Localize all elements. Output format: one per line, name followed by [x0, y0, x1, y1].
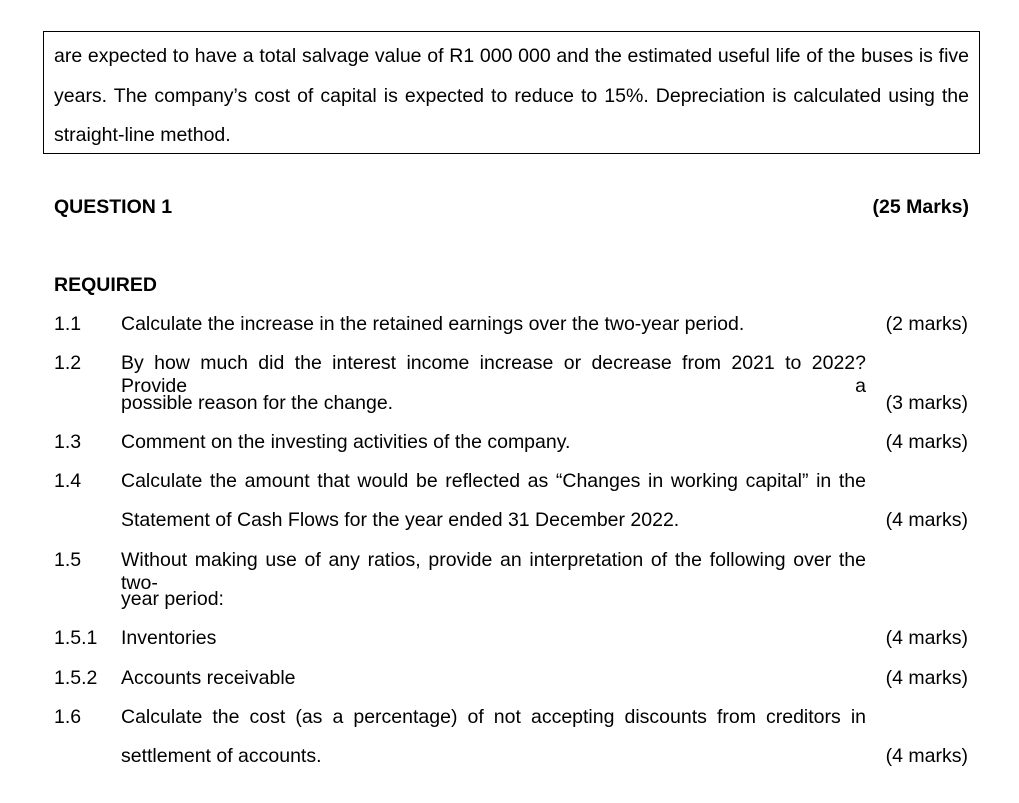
item-text: Calculate the increase in the retained earnings over the two-year period. — [121, 313, 745, 335]
item-number: 1.2 — [54, 352, 82, 374]
item-text: Inventories — [121, 627, 217, 649]
context-box — [43, 31, 980, 154]
item-text: Statement of Cash Flows for the year ended 31 December 2022. — [121, 509, 680, 531]
item-text: By how much did the interest income increase or decrease from 2021 to 2022? Provide a — [121, 352, 866, 397]
item-marks: (4 marks) — [885, 627, 968, 649]
item-marks: (4 marks) — [885, 745, 968, 767]
item-number: 1.5 — [54, 549, 82, 571]
required-heading: REQUIRED — [54, 274, 157, 296]
item-text: settlement of accounts. — [121, 745, 322, 767]
item-text: Calculate the cost (as a percentage) of not accepting discounts from creditors in — [121, 706, 866, 728]
item-marks: (4 marks) — [885, 509, 968, 531]
item-text: Accounts receivable — [121, 667, 296, 689]
item-marks: (3 marks) — [885, 392, 968, 414]
context-text: are expected to have a total salvage value of R1 000 000 and the estimated useful life of the buses is five years. The company’s cost of capital is expected to reduce to 15%. Depreciation is calculated using the straight-line method. — [54, 45, 969, 146]
item-number: 1.4 — [54, 470, 82, 492]
item-text: year period: — [121, 588, 224, 610]
item-marks: (2 marks) — [885, 313, 968, 335]
item-marks: (4 marks) — [885, 431, 968, 453]
item-number: 1.5.2 — [54, 667, 98, 689]
item-text: Comment on the investing activities of the company. — [121, 431, 571, 453]
question-title: QUESTION 1 — [54, 196, 173, 218]
item-text: Without making use of any ratios, provide an interpretation of the following over the two- — [121, 549, 866, 594]
item-number: 1.1 — [54, 313, 82, 335]
item-number: 1.6 — [54, 706, 82, 728]
question-total-marks: (25 Marks) — [872, 196, 969, 218]
item-marks: (4 marks) — [885, 667, 968, 689]
item-text: Calculate the amount that would be reflected as “Changes in working capital” in the — [121, 470, 866, 492]
item-number: 1.3 — [54, 431, 82, 453]
item-number: 1.5.1 — [54, 627, 98, 649]
item-text: possible reason for the change. — [121, 392, 394, 414]
